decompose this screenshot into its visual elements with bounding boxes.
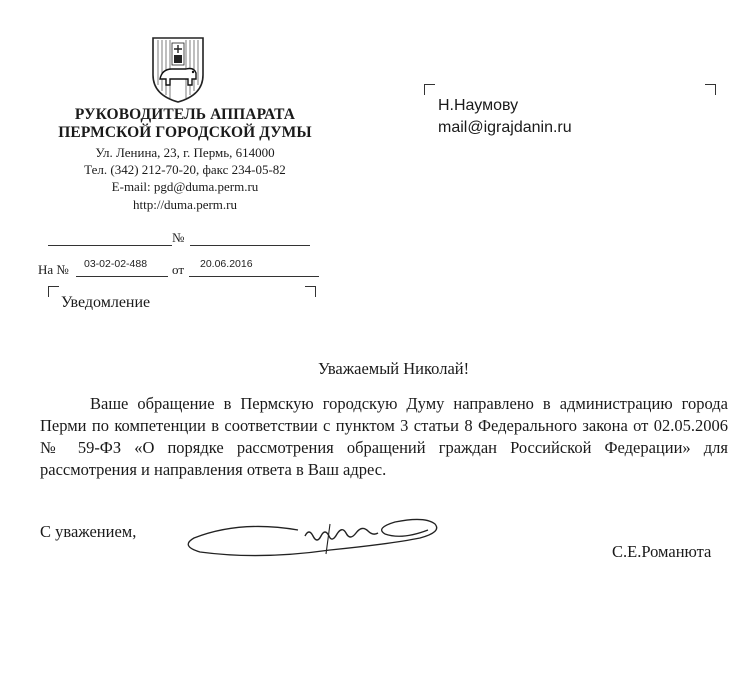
letterhead-email: E-mail: pgd@duma.perm.ru (111, 179, 259, 194)
reply-number-line (76, 276, 168, 277)
subject-bracket-left (48, 286, 59, 297)
body-text: Ваше обращение в Пермскую городскую Думу направлено в администрацию города Перми по компетенции в соответствии с пунктом 3 статьи 8 Федерального закона от 02.05.2006 № 59-ФЗ «О порядке рассмотрения обращений граждан Российской Федерации» для рассмотрения и направления ответа в Ваш адрес. (40, 394, 728, 479)
closing: С уважением, (40, 522, 137, 541)
reply-date-value: 20.06.2016 (200, 258, 253, 270)
subject-bracket-right (305, 286, 316, 297)
letterhead-title-line2: ПЕРМСКОЙ ГОРОДСКОЙ ДУМЫ (58, 124, 312, 141)
letterhead-title-line1: РУКОВОДИТЕЛЬ АППАРАТА (74, 106, 296, 123)
signer-name: С.Е.Романюта (612, 542, 712, 561)
outgoing-number-line (190, 245, 310, 246)
reply-date-label: от (172, 262, 185, 277)
reply-number-label: На № (38, 262, 69, 277)
body-paragraph (40, 393, 728, 481)
letterhead-phone: Тел. (342) 212-70-20, факс 234-05-82 (84, 162, 286, 177)
reply-number-value: 03-02-02-488 (84, 258, 148, 270)
addressee-bracket-right (705, 84, 716, 95)
perm-coat-of-arms-icon (150, 35, 206, 105)
handwritten-signature (180, 510, 450, 570)
letterhead-address: Ул. Ленина, 23, г. Пермь, 614000 (95, 145, 275, 160)
outgoing-number-sign: № (172, 230, 185, 245)
outgoing-date-line (48, 245, 172, 246)
letterhead-website: http://duma.perm.ru (133, 197, 237, 212)
reply-date-line (189, 276, 319, 277)
addressee-bracket-left (424, 84, 435, 95)
addressee-name: Н.Наумову (438, 97, 519, 114)
subject-text: Уведомление (61, 294, 151, 311)
greeting: Уважаемый Николай! (318, 359, 470, 378)
addressee-email: mail@igrajdanin.ru (438, 119, 572, 136)
